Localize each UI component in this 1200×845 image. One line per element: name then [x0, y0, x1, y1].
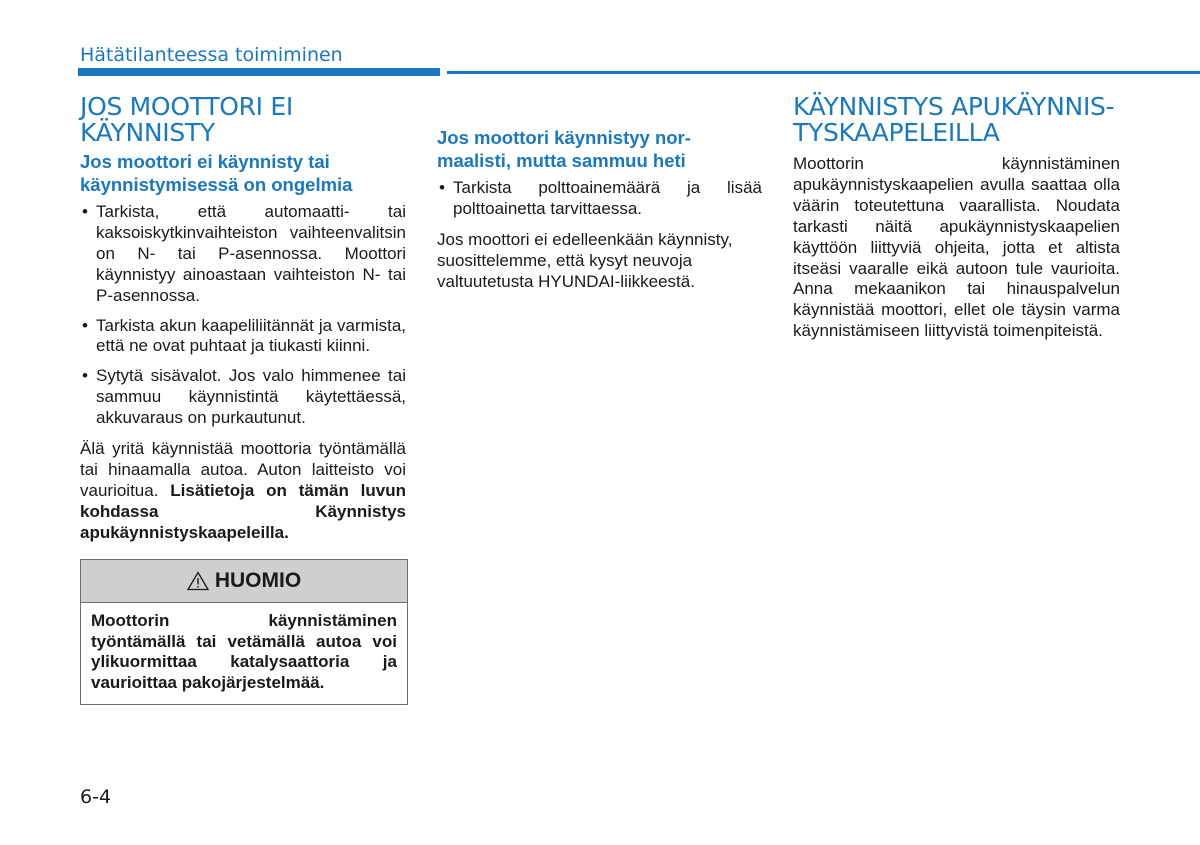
header-rule-thin — [447, 71, 1200, 74]
subheading-starts-then-stalls — [437, 126, 762, 172]
caution-text: Moottorin käynnistäminen työntämällä tai vetämällä autoa voi ylikuormittaa katalysaattoria ja vaurioittaa pakojärjestelmää. — [91, 610, 397, 693]
section-title: Hätätilanteessa toimiminen — [80, 44, 343, 66]
heading-line-1: KÄYNNISTYS APUKÄYNNIS- — [793, 92, 1115, 121]
paragraph-text: Älä yritä käynnistää moottoria työntämällä tai hinaamalla autoa. Auton laitteisto voi vaurioitua. — [80, 439, 406, 500]
push-start-warning — [80, 439, 406, 544]
heading-engine-not-starting: JOS MOOTTORI EI KÄYNNISTY — [80, 92, 293, 147]
column-middle — [437, 126, 762, 293]
subheading-line-1: Jos moottori ei käynnisty tai — [80, 151, 330, 172]
warning-triangle-icon — [187, 571, 209, 591]
column-left — [80, 94, 406, 705]
subheading-starting-problems — [80, 150, 406, 196]
subheading-line-2: käynnistymisessä on ongelmia — [80, 174, 353, 195]
list-item: • Tarkista polttoainemäärä ja lisää polttoainetta tarvittaessa. — [437, 178, 762, 220]
caution-box — [80, 559, 408, 706]
checklist — [437, 178, 762, 220]
subheading-line-1: Jos moottori käynnistyy nor- — [437, 127, 691, 148]
heading-line-2: TYSKAAPELEILLA — [793, 118, 1000, 147]
column-right — [793, 94, 1120, 342]
list-item: • Tarkista, että automaatti- tai kaksoiskytkinvaihteiston vaihteenvalitsin on N- tai P-asennossa. Moottori käynnistyy ainoastaan vaihteiston N- tai P-asennossa. — [80, 202, 406, 307]
caution-label: HUOMIO — [214, 568, 302, 592]
list-item: • Sytytä sisävalot. Jos valo himmenee tai sammuu käynnistintä käytettäessä, akkuvaraus on purkautunut. — [80, 366, 406, 429]
list-item: • Tarkista akun kaapeliliitännät ja varmista, että ne ovat puhtaat ja tiukasti kiinni. — [80, 316, 406, 358]
jump-start-intro-paragraph: Moottorin käynnistäminen apukäynnistyskaapelien avulla saattaa olla väärin toteutettuna vaarallista. Noudata tarkasti näitä apukäynnistyskaapelien käyttöön liittyviä ohjeita, jotta et altista itseäsi vaaralle eikä autoon tule vaurioita. Anna mekaanikon tai hinauspalvelun käynnistää moottori, ellet ole täysin varma käynnistämiseen liittyvistä toimenpiteistä. — [793, 154, 1120, 341]
subheading-line-2: maalisti, mutta sammuu heti — [437, 150, 686, 171]
checklist — [80, 202, 406, 429]
heading-jump-starting — [793, 94, 1120, 146]
cross-reference: Lisätietoja on tämän luvun kohdassa Käynnistys apukäynnistyskaapeleilla. — [80, 480, 406, 542]
caution-header — [81, 560, 407, 603]
header-rule-thick — [78, 68, 440, 76]
page-number: 6-4 — [80, 786, 112, 808]
dealer-advice-paragraph: Jos moottori ei edelleenkään käynnisty, suosittelemme, että kysyt neuvoja valtuutetusta HYUNDAI-liikkeestä. — [437, 229, 733, 291]
